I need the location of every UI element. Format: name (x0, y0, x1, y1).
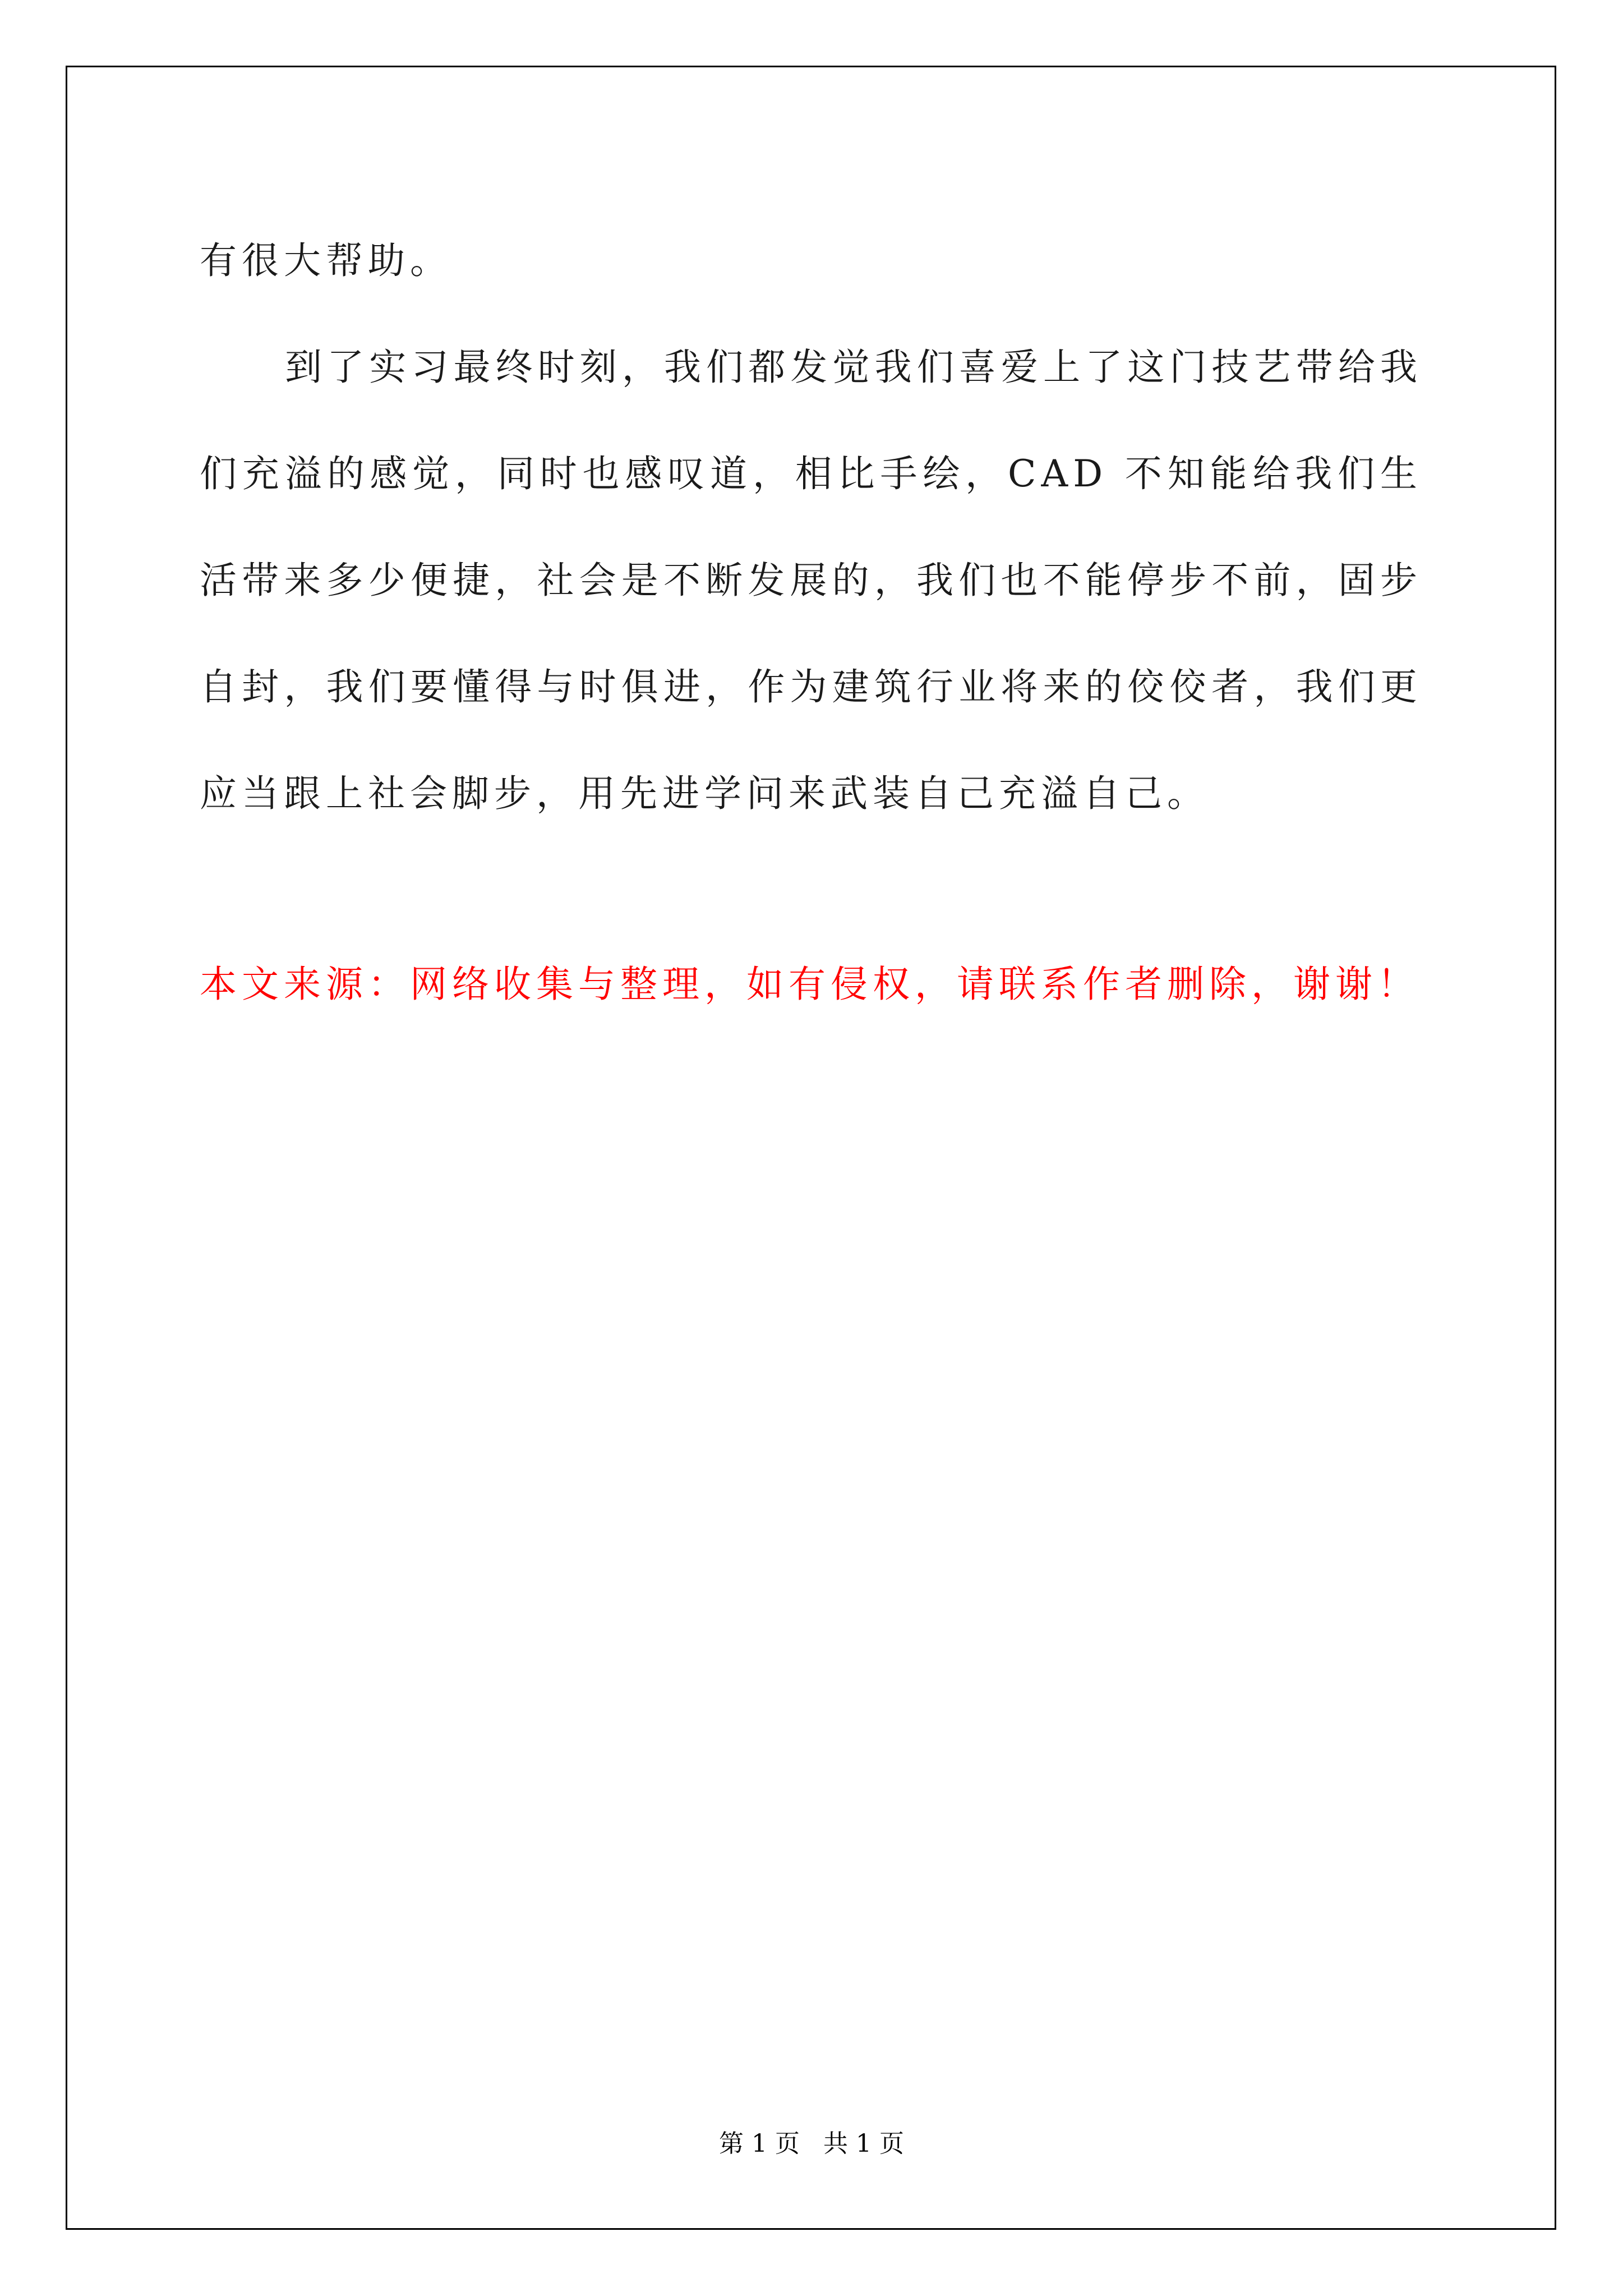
paragraph-main: 到了实习最终时刻，我们都发觉我们喜爱上了这门技艺带给我们充溢的感觉，同时也感叹道，相比手绘，CAD 不知能给我们生活带来多少便捷，社会是不断发展的，我们也不能停步不前，固步自封，我们要懂得与时俱进，作为建筑行业将来的佼佼者，我们更应当跟上社会脚步，用先进学问来武装自己充溢自己。 (200, 346, 1422, 815)
page-number: 第 1 页 (719, 2129, 800, 2158)
page-total: 共 1 页 (823, 2129, 904, 2158)
document-body (200, 208, 1422, 847)
paragraph-continued: 有很大帮助。 (200, 239, 452, 282)
page-footer (0, 2123, 1623, 2159)
source-disclaimer: 本文来源：网络收集与整理，如有侵权，请联系作者删除，谢谢！ (200, 963, 1419, 1006)
